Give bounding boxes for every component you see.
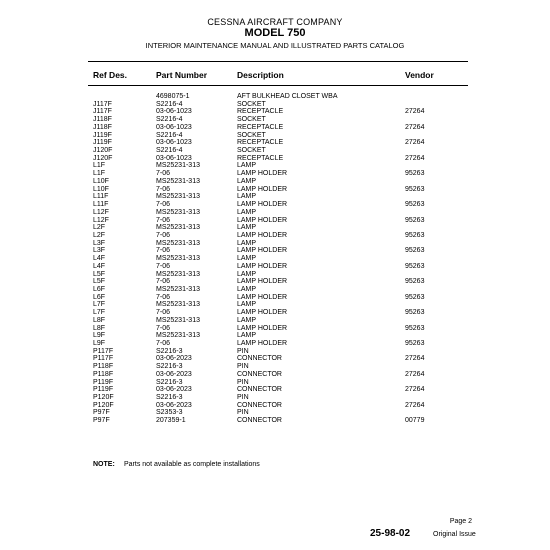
part-number-cell: 7-06 — [156, 216, 171, 224]
part-number-cell: 4698075-1 — [156, 93, 190, 100]
ref-des-cell: P120F — [93, 394, 114, 402]
table-row — [0, 348, 550, 356]
part-number-cell: 7-06 — [156, 247, 171, 255]
table-row — [0, 209, 550, 217]
col-header-desc: Description — [237, 70, 284, 80]
table-row — [0, 317, 550, 325]
description-cell: LAMP HOLDER — [237, 247, 288, 255]
ref-des-cell: P117F — [93, 347, 114, 355]
vendor-cell: 27264 — [405, 154, 425, 162]
table-header-rule — [88, 85, 468, 86]
section-number: 25-98-02 — [370, 528, 411, 539]
vendor-cell: 95263 — [405, 201, 425, 209]
description-cell: LAMP — [237, 193, 257, 201]
part-number-cell: MS25231-313 — [156, 285, 200, 293]
table-row — [0, 417, 550, 425]
part-number-cell: MS25231-313 — [156, 316, 200, 324]
description-cell: PIN — [237, 363, 249, 371]
description-cell: LAMP HOLDER — [237, 340, 288, 347]
description-cell: AFT BULKHEAD CLOSET WBA — [237, 93, 338, 100]
description-cell: LAMP HOLDER — [237, 324, 288, 332]
ref-des-cell: L3F — [93, 247, 106, 255]
part-number-cell: MS25231-313 — [156, 332, 200, 340]
description-cell: LAMP — [237, 332, 257, 340]
table-row — [0, 217, 550, 225]
part-number-cell: MS25231-313 — [156, 177, 200, 185]
ref-des-cell: J119F — [93, 131, 112, 139]
table-row — [0, 93, 550, 101]
vendor-cell: 95263 — [405, 309, 425, 317]
ref-des-cell: L4F — [93, 255, 106, 263]
description-cell: LAMP — [237, 208, 257, 216]
description-cell: LAMP — [237, 239, 257, 247]
ref-des-cell: J117F — [93, 108, 112, 116]
description-cell: PIN — [237, 378, 249, 386]
table-row — [0, 286, 550, 294]
vendor-cell: 95263 — [405, 293, 425, 301]
table-top-rule — [88, 61, 468, 62]
description-cell: LAMP — [237, 316, 257, 324]
ref-des-cell: L10F — [93, 177, 109, 185]
ref-des-cell: L9F — [93, 340, 106, 347]
table-row — [0, 147, 550, 155]
company-name: CESSNA AIRCRAFT COMPANY — [207, 17, 343, 27]
ref-des-cell: L1F — [93, 170, 106, 178]
part-number-cell: 7-06 — [156, 278, 171, 286]
part-number-cell: MS25231-313 — [156, 224, 200, 232]
description-cell: RECEPTACLE — [237, 123, 284, 131]
table-row — [0, 240, 550, 248]
part-number-cell: 7-06 — [156, 170, 171, 178]
table-row — [0, 379, 550, 387]
table-row — [0, 363, 550, 371]
ref-des-cell: J118F — [93, 116, 112, 124]
vendor-cell: 95263 — [405, 262, 425, 270]
ref-des-cell: L7F — [93, 309, 106, 317]
table-row — [0, 193, 550, 201]
vendor-cell: 00779 — [405, 417, 425, 425]
description-cell: LAMP HOLDER — [237, 201, 288, 209]
col-header-ref: Ref Des. — [93, 70, 128, 80]
table-row — [0, 263, 550, 271]
part-number-cell: MS25231-313 — [156, 162, 200, 170]
description-cell: RECEPTACLE — [237, 154, 284, 162]
table-row — [0, 409, 550, 417]
ref-des-cell: P97F — [93, 409, 110, 417]
col-header-part: Part Number — [156, 70, 208, 80]
table-row — [0, 294, 550, 302]
vendor-cell: 95263 — [405, 324, 425, 332]
description-cell: LAMP HOLDER — [237, 262, 288, 270]
ref-des-cell: L8F — [93, 316, 106, 324]
part-number-cell: 03-06-1023 — [156, 154, 192, 162]
ref-des-cell: L2F — [93, 231, 106, 239]
part-number-cell: S2216-4 — [156, 147, 183, 155]
part-number-cell: MS25231-313 — [156, 193, 200, 201]
col-header-vendor: Vendor — [405, 70, 434, 80]
part-number-cell: S2216-3 — [156, 378, 183, 386]
issue-status: Original Issue — [433, 531, 476, 538]
part-number-cell: 7-06 — [156, 324, 171, 332]
part-number-cell: MS25231-313 — [156, 301, 200, 309]
part-number-cell: 03-06-2023 — [156, 386, 192, 394]
vendor-cell: 95263 — [405, 278, 425, 286]
table-row — [0, 301, 550, 309]
ref-des-cell: L9F — [93, 332, 106, 340]
description-cell: CONNECTOR — [237, 401, 282, 409]
vendor-cell: 27264 — [405, 108, 425, 116]
ref-des-cell: L12F — [93, 216, 109, 224]
table-row — [0, 101, 550, 109]
part-number-cell: S2216-3 — [156, 394, 183, 402]
part-number-cell: 7-06 — [156, 262, 171, 270]
part-number-cell: S2353-3 — [156, 409, 183, 417]
ref-des-cell: L1F — [93, 162, 106, 170]
description-cell: CONNECTOR — [237, 355, 282, 363]
ref-des-cell: L6F — [93, 285, 106, 293]
part-number-cell: 03-06-1023 — [156, 108, 192, 116]
ref-des-cell: J118F — [93, 123, 112, 131]
description-cell: CONNECTOR — [237, 370, 282, 378]
table-row — [0, 108, 550, 116]
table-row — [0, 278, 550, 286]
part-number-cell: MS25231-313 — [156, 239, 200, 247]
part-number-cell: 03-06-2023 — [156, 370, 192, 378]
table-row — [0, 255, 550, 263]
part-number-cell: 7-06 — [156, 309, 171, 317]
ref-des-cell: L11F — [93, 201, 109, 209]
part-number-cell: 03-06-2023 — [156, 355, 192, 363]
ref-des-cell: L7F — [93, 301, 106, 309]
ref-des-cell: L8F — [93, 324, 106, 332]
part-number-cell: 7-06 — [156, 231, 171, 239]
part-number-cell: 7-06 — [156, 185, 171, 193]
ref-des-cell: L5F — [93, 270, 106, 278]
vendor-cell: 27264 — [405, 370, 425, 378]
vendor-cell: 95263 — [405, 170, 425, 178]
part-number-cell: 03-06-1023 — [156, 139, 192, 147]
ref-des-cell: J120F — [93, 147, 113, 155]
note-text: Parts not available as complete installations — [124, 461, 260, 468]
table-row — [0, 355, 550, 363]
table-row — [0, 170, 550, 178]
table-row — [0, 247, 550, 255]
description-cell: LAMP HOLDER — [237, 293, 288, 301]
ref-des-cell: P97F — [93, 417, 110, 425]
description-cell: LAMP — [237, 285, 257, 293]
ref-des-cell: P119F — [93, 378, 114, 386]
description-cell: RECEPTACLE — [237, 108, 284, 116]
vendor-cell: 95263 — [405, 216, 425, 224]
description-cell: PIN — [237, 347, 249, 355]
vendor-cell: 27264 — [405, 401, 425, 409]
note-label: NOTE: — [93, 461, 115, 468]
table-row — [0, 340, 550, 348]
ref-des-cell: L12F — [93, 208, 109, 216]
description-cell: CONNECTOR — [237, 386, 282, 394]
table-row — [0, 186, 550, 194]
description-cell: LAMP HOLDER — [237, 309, 288, 317]
vendor-cell: 95263 — [405, 231, 425, 239]
ref-des-cell: P119F — [93, 386, 114, 394]
part-number-cell: 7-06 — [156, 293, 171, 301]
ref-des-cell: L10F — [93, 185, 109, 193]
description-cell: LAMP — [237, 301, 257, 309]
table-row — [0, 139, 550, 147]
model-title: MODEL 750 — [244, 27, 306, 39]
part-number-cell: 03-06-1023 — [156, 123, 192, 131]
part-number-cell: S2216-4 — [156, 116, 183, 124]
part-number-cell: 207359-1 — [156, 417, 186, 425]
description-cell: LAMP — [237, 162, 257, 170]
table-row — [0, 402, 550, 410]
description-cell: LAMP — [237, 224, 257, 232]
table-row — [0, 371, 550, 379]
description-cell: LAMP HOLDER — [237, 216, 288, 224]
ref-des-cell: L2F — [93, 224, 106, 232]
table-row — [0, 224, 550, 232]
table-row — [0, 394, 550, 402]
ref-des-cell: P120F — [93, 401, 114, 409]
part-number-cell: MS25231-313 — [156, 255, 200, 263]
part-number-cell: 7-06 — [156, 201, 171, 209]
parts-table — [0, 93, 550, 425]
description-cell: LAMP HOLDER — [237, 278, 288, 286]
table-row — [0, 201, 550, 209]
part-number-cell: MS25231-313 — [156, 208, 200, 216]
ref-des-cell: P118F — [93, 363, 114, 371]
table-row — [0, 162, 550, 170]
description-cell: LAMP HOLDER — [237, 170, 288, 178]
table-row — [0, 309, 550, 317]
ref-des-cell: L11F — [93, 193, 109, 201]
vendor-cell: 27264 — [405, 386, 425, 394]
part-number-cell: 7-06 — [156, 340, 171, 347]
ref-des-cell: L4F — [93, 262, 106, 270]
ref-des-cell: P118F — [93, 370, 114, 378]
ref-des-cell: L5F — [93, 278, 106, 286]
description-cell: SOCKET — [237, 116, 266, 124]
part-number-cell: S2216-4 — [156, 131, 183, 139]
manual-title: INTERIOR MAINTENANCE MANUAL AND ILLUSTRATED PARTS CATALOG — [145, 41, 405, 50]
description-cell: LAMP HOLDER — [237, 231, 288, 239]
ref-des-cell: L3F — [93, 239, 106, 247]
part-number-cell: MS25231-313 — [156, 270, 200, 278]
vendor-cell: 27264 — [405, 139, 425, 147]
table-row — [0, 132, 550, 140]
description-cell: LAMP — [237, 255, 257, 263]
part-number-cell: S2216-3 — [156, 363, 183, 371]
description-cell: LAMP HOLDER — [237, 185, 288, 193]
table-row — [0, 155, 550, 163]
table-row — [0, 124, 550, 132]
description-cell: PIN — [237, 409, 249, 417]
description-cell: CONNECTOR — [237, 417, 282, 425]
table-row — [0, 116, 550, 124]
description-cell: SOCKET — [237, 147, 266, 155]
table-row — [0, 386, 550, 394]
vendor-cell: 27264 — [405, 123, 425, 131]
vendor-cell: 95263 — [405, 340, 425, 347]
part-number-cell: S2216-4 — [156, 100, 183, 108]
table-row — [0, 271, 550, 279]
table-row — [0, 232, 550, 240]
part-number-cell: 03-06-2023 — [156, 401, 192, 409]
vendor-cell: 95263 — [405, 185, 425, 193]
table-row — [0, 178, 550, 186]
part-number-cell: S2216-3 — [156, 347, 183, 355]
vendor-cell: 27264 — [405, 355, 425, 363]
description-cell: PIN — [237, 394, 249, 402]
ref-des-cell: J117F — [93, 100, 112, 108]
description-cell: LAMP — [237, 270, 257, 278]
ref-des-cell: P117F — [93, 355, 114, 363]
ref-des-cell: L6F — [93, 293, 106, 301]
ref-des-cell: J120F — [93, 154, 113, 162]
ref-des-cell: J119F — [93, 139, 112, 147]
description-cell: LAMP — [237, 177, 257, 185]
table-row — [0, 325, 550, 333]
description-cell: SOCKET — [237, 100, 266, 108]
vendor-cell: 95263 — [405, 247, 425, 255]
table-row — [0, 332, 550, 340]
description-cell: RECEPTACLE — [237, 139, 284, 147]
description-cell: SOCKET — [237, 131, 266, 139]
page-number: Page 2 — [449, 518, 472, 525]
